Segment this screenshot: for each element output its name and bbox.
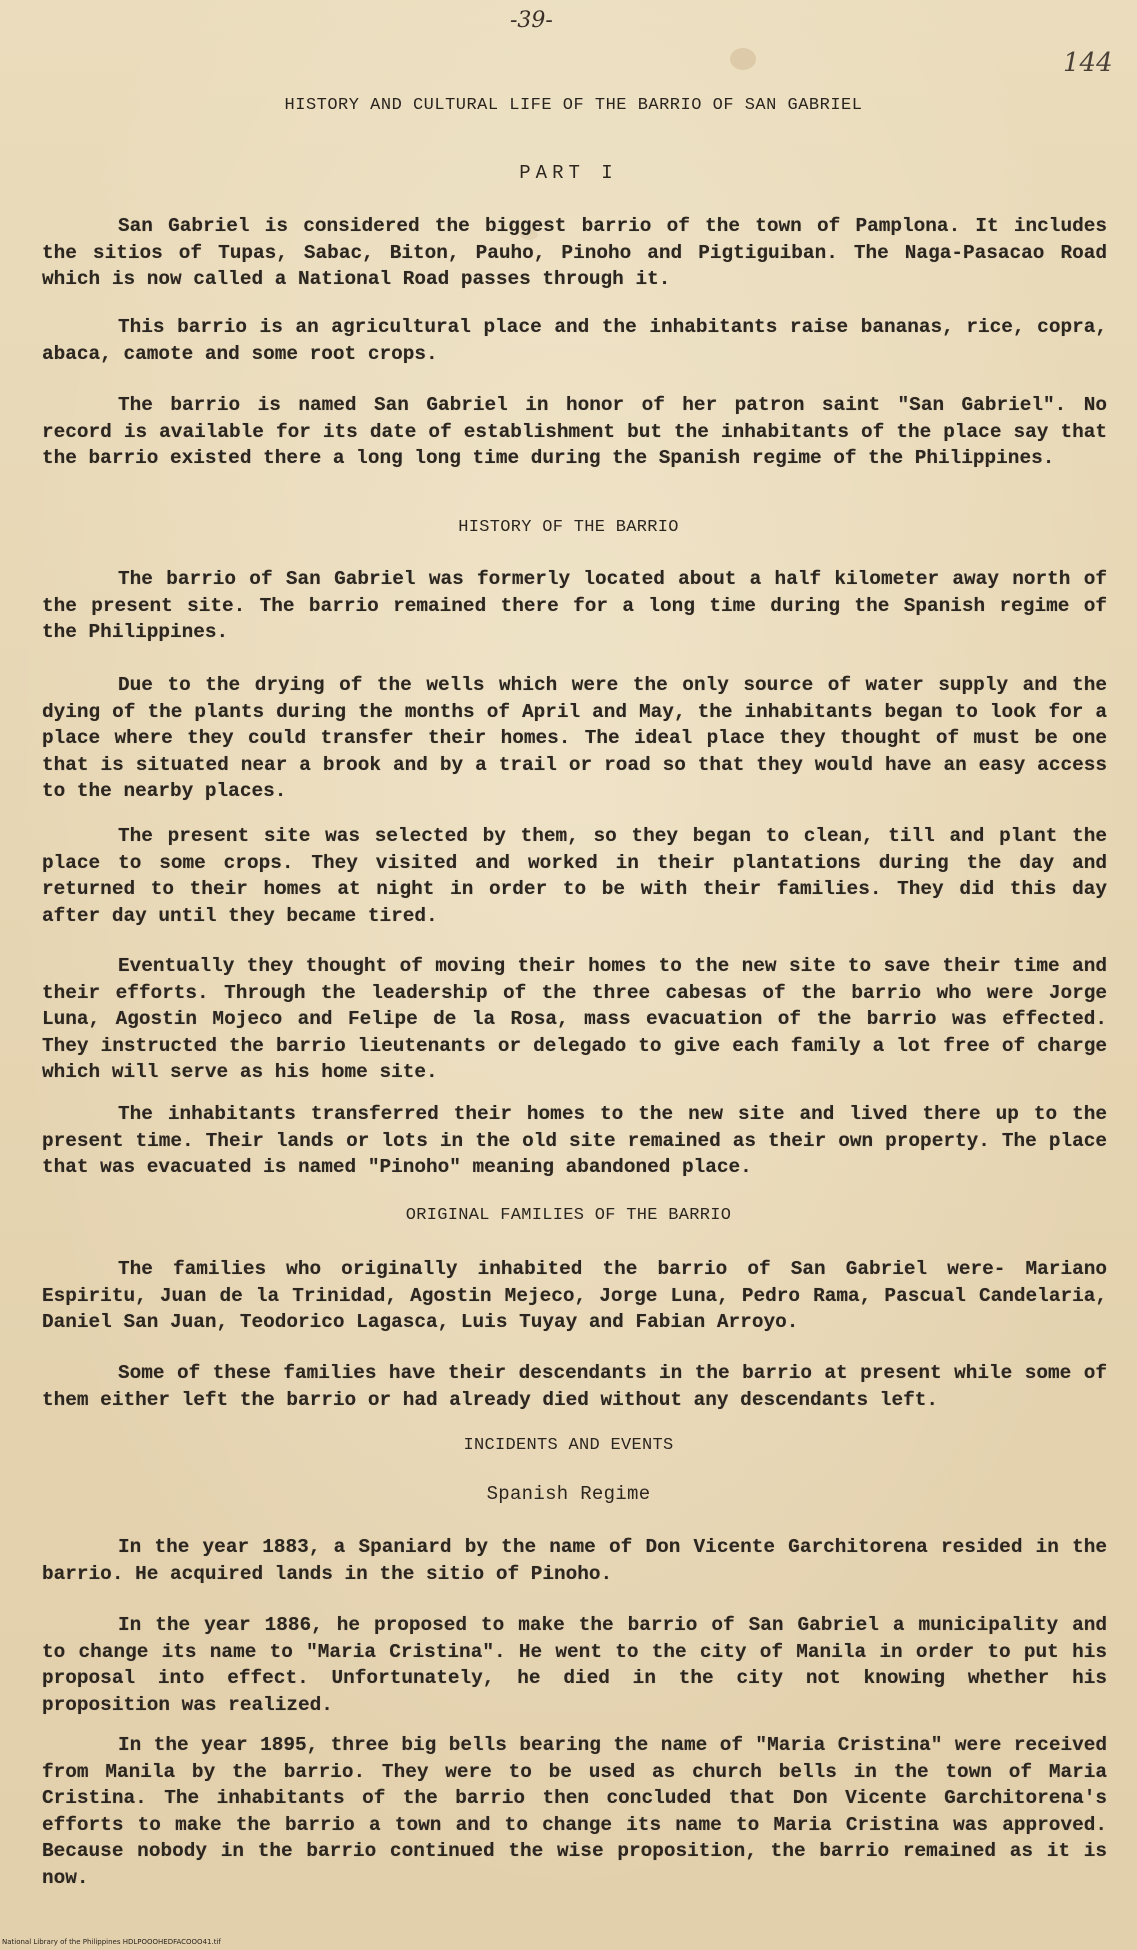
- source-footer: National Library of the Philippines HDLPOOOHEDFACOOO41.tif: [2, 1938, 221, 1946]
- history-paragraph-2: Due to the drying of the wells which were the only source of water supply and the dying of the plants during the months of April and May, the inhabitants began to look for a place where they could transfer their homes. The ideal place they thought of must be one that is situated near a brook and by a trail or road so that they would have an easy access to the nearby places.: [42, 674, 1107, 802]
- paper-stain: [730, 48, 756, 70]
- incidents-paragraph-3: In the year 1895, three big bells bearing the name of "Maria Cristina" were received from Manila by the barrio. They were to be used as church bells in the town of Maria Cristina. The inhabitants of the barrio then concluded that Don Vicente Garchitorena's efforts to make the barrio a town and to change its name to Maria Cristina was approved. Because nobody in the barrio continued the wise proposition, the barrio remained as it is now.: [42, 1734, 1107, 1889]
- handwritten-page-number: 144: [1063, 48, 1113, 78]
- intro-paragraph-2: This barrio is an agricultural place and the inhabitants raise bananas, rice, copra, abaca, camote and some root crops.: [42, 316, 1107, 365]
- history-heading: HISTORY OF THE BARRIO: [458, 518, 679, 537]
- intro-paragraph-3: The barrio is named San Gabriel in honor of her patron saint "San Gabriel". No record is available for its date of establishment but the inhabitants of the place say that the barrio existed there a long long time during the Spanish regime of the Philippines.: [42, 394, 1107, 469]
- incidents-heading: INCIDENTS AND EVENTS: [463, 1436, 674, 1455]
- document-title: HISTORY AND CULTURAL LIFE OF THE BARRIO OF SAN GABRIEL: [284, 96, 863, 115]
- incidents-paragraph-2: In the year 1886, he proposed to make the barrio of San Gabriel a municipality and to change its name to "Maria Cristina". He went to the city of Manila in order to put his proposal into effect. Unfortunately, he died in the city not knowing whether his proposition was realized.: [42, 1614, 1107, 1716]
- families-paragraph-2: Some of these families have their descendants in the barrio at present while some of them either left the barrio or had already died without any descendants left.: [42, 1362, 1107, 1411]
- history-paragraph-5: The inhabitants transferred their homes to the new site and lived there up to the present time. Their lands or lots in the old site remained as their own property. The place that was evacuated is named "Pinoho" meaning abandoned place.: [42, 1103, 1107, 1178]
- families-heading: ORIGINAL FAMILIES OF THE BARRIO: [405, 1206, 732, 1225]
- history-paragraph-1: The barrio of San Gabriel was formerly located about a half kilometer away north of the present site. The barrio remained there for a long time during the Spanish regime of the Philippines.: [42, 568, 1107, 643]
- part-title: PART I: [519, 162, 618, 184]
- history-paragraph-3: The present site was selected by them, so they began to clean, till and plant the place to some crops. They visited and worked in their plantations during the day and returned to their homes at night in order to be with their families. They did this day after day until they became tired.: [42, 825, 1107, 927]
- incidents-paragraph-1: In the year 1883, a Spaniard by the name of Don Vicente Garchitorena resided in the barrio. He acquired lands in the sitio of Pinoho.: [42, 1536, 1107, 1585]
- history-paragraph-4: Eventually they thought of moving their homes to the new site to save their time and their efforts. Through the leadership of the three cabesas of the barrio who were Jorge Luna, Agostin Mojeco and Felipe de la Rosa, mass evacuation of the barrio was effected. They instructed the barrio lieutenants or delegado to give each family a lot free of charge which will serve as his home site.: [42, 955, 1107, 1083]
- spanish-regime-subheading: Spanish Regime: [486, 1483, 651, 1505]
- page-number: -39-: [510, 8, 553, 33]
- families-paragraph-1: The families who originally inhabited the barrio of San Gabriel were- Mariano Espiritu, Juan de la Trinidad, Agostin Mejeco, Jorge Luna, Pedro Rama, Pascual Candelaria, Daniel San Juan, Teodorico Lagasca, Luis Tuyay and Fabian Arroyo.: [42, 1258, 1107, 1333]
- intro-paragraph-1: San Gabriel is considered the biggest barrio of the town of Pamplona. It includes the sitios of Tupas, Sabac, Biton, Pauho, Pinoho and Pigtiguiban. The Naga-Pasacao Road which is now called a National Road passes through it.: [42, 215, 1107, 290]
